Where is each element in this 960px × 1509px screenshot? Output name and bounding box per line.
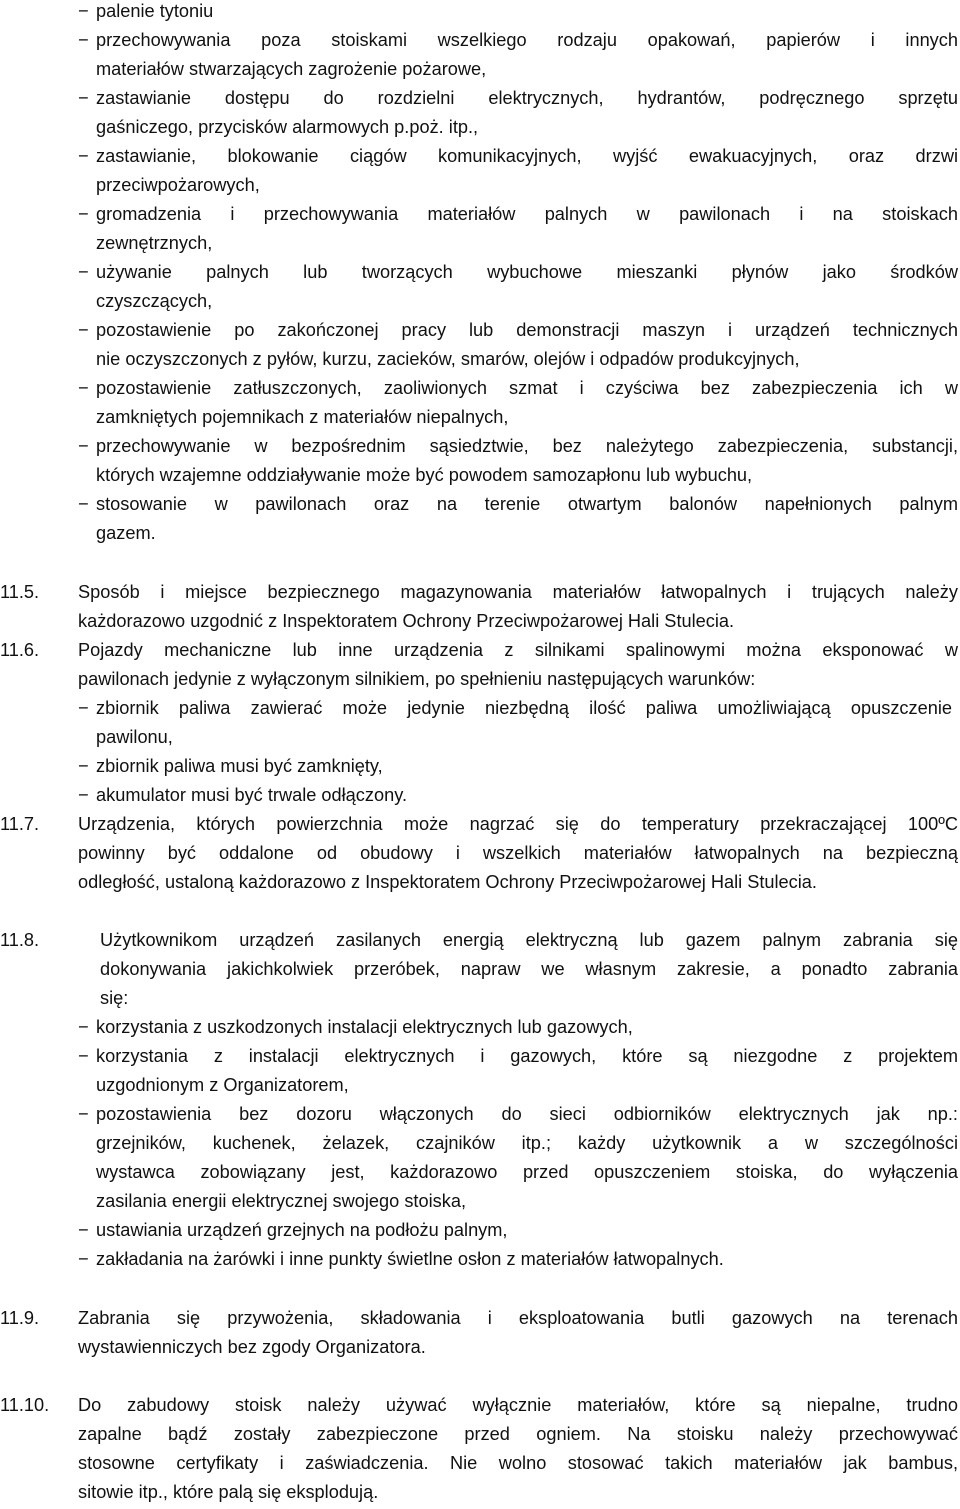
list-item-text: gaśniczego, przycisków alarmowych p.poż. itp., xyxy=(96,117,479,137)
list-item-text: zbiornik paliwa musi być zamknięty, xyxy=(96,756,383,776)
list-item-text: stosowanie w pawilonach oraz na terenie otwartym balonów napełnionych palnym xyxy=(96,494,958,514)
list-item xyxy=(0,374,960,403)
paragraph-line: Urządzenia, których powierzchnia może nagrzać się do temperatury przekraczającej 100ºC xyxy=(78,814,958,834)
paragraph-line: wystawienniczych bez zgody Organizatora. xyxy=(78,1337,426,1357)
dash-bullet: − xyxy=(78,1017,89,1037)
paragraph-line: zapalne bądź zostały zabezpieczone przed ogniem. Na stoisku należy przechowywać xyxy=(78,1424,958,1444)
dash-bullet: − xyxy=(78,698,89,718)
list-item xyxy=(0,316,960,345)
list-item-text: przechowywania poza stoiskami wszelkiego rodzaju opakowań, papierów i innych xyxy=(96,30,958,50)
list-item-text: zastawianie dostępu do rozdzielni elektrycznych, hydrantów, podręcznego sprzętu xyxy=(96,88,958,108)
list-item-text: gromadzenia i przechowywania materiałów palnych w pawilonach i na stoiskach xyxy=(96,204,958,224)
dash-bullet: − xyxy=(78,1046,89,1066)
list-item xyxy=(0,694,960,723)
list-item-text: grzejników, kuchenek, żelazek, czajników itp.; każdy użytkownik a w szczególności xyxy=(96,1133,958,1153)
paragraph-line: stosowne certyfikaty i zaświadczenia. Nie wolno stosować takich materiałów jak bambus, xyxy=(78,1453,958,1473)
list-item xyxy=(0,200,960,229)
list-item-text: zbiornik paliwa zawierać może jedynie niezbędną ilość paliwa umożliwiającą opuszczenie xyxy=(96,698,952,718)
list-item xyxy=(0,0,960,26)
dash-bullet: − xyxy=(78,436,89,456)
section-number: 11.10. xyxy=(0,1395,50,1415)
list-item xyxy=(0,432,960,461)
paragraph-line: każdorazowo uzgodnić z Inspektoratem Ochrony Przeciwpożarowej Hali Stulecia. xyxy=(78,611,735,631)
list-item xyxy=(0,142,960,171)
dash-bullet: − xyxy=(78,146,89,166)
paragraph-line: Pojazdy mechaniczne lub inne urządzenia z silnikami spalinowymi można eksponować w xyxy=(78,640,958,660)
dash-bullet: − xyxy=(78,262,89,282)
list-item xyxy=(0,26,960,55)
list-item-text: zewnętrznych, xyxy=(96,233,213,253)
dash-bullet: − xyxy=(78,88,89,108)
paragraph-line: odległość, ustaloną każdorazowo z Inspektoratem Ochrony Przeciwpożarowej Hali Stulecia. xyxy=(78,872,817,892)
list-item-text: pozostawienie po zakończonej pracy lub demonstracji maszyn i urządzeń technicznych xyxy=(96,320,958,340)
dash-bullet: − xyxy=(78,756,89,776)
dash-bullet: − xyxy=(78,1104,89,1124)
list-item-text: przechowywanie w bezpośrednim sąsiedztwie, bez należytego zabezpieczenia, substancji, xyxy=(96,436,958,456)
dash-bullet: − xyxy=(78,1220,89,1240)
dash-bullet: − xyxy=(78,204,89,224)
paragraph-line: się: xyxy=(100,988,129,1008)
list-item-text: zasilania energii elektrycznej swojego stoiska, xyxy=(96,1191,466,1211)
list-item-text: pozostawienie zatłuszczonych, zaoliwionych szmat i czyściwa bez zabezpieczenia ich w xyxy=(96,378,958,398)
list-item xyxy=(0,1013,960,1042)
dash-bullet: − xyxy=(78,30,89,50)
list-item-text: korzystania z instalacji elektrycznych i gazowych, które są niezgodne z projektem xyxy=(96,1046,958,1066)
dash-bullet: − xyxy=(78,494,89,514)
list-item xyxy=(0,1042,960,1071)
list-item xyxy=(0,490,960,519)
paragraph-line: Do zabudowy stoisk należy używać wyłącznie materiałów, które są niepalne, trudno xyxy=(78,1395,958,1415)
section-number: 11.7. xyxy=(0,814,40,834)
list-item-text: których wzajemne oddziaływanie może być powodem samozapłonu lub wybuchu, xyxy=(96,465,753,485)
list-item-text: pozostawienia bez dozoru włączonych do sieci odbiorników elektrycznych jak np.: xyxy=(96,1104,958,1124)
list-item xyxy=(0,752,960,781)
paragraph-line: Zabrania się przywożenia, składowania i eksploatowania butli gazowych na terenach xyxy=(78,1308,958,1328)
list-item-text: pawilonu, xyxy=(96,727,173,747)
dash-bullet: − xyxy=(78,378,89,398)
paragraph-line: pawilonach jedynie z wyłączonym silnikiem, po spełnieniu następujących warunków: xyxy=(78,669,756,689)
list-item-text: gazem. xyxy=(96,523,156,543)
list-item-text: materiałów stwarzających zagrożenie pożarowe, xyxy=(96,59,487,79)
list-item-text: zakładania na żarówki i inne punkty świetlne osłon z materiałów łatwopalnych. xyxy=(96,1249,724,1269)
list-item-text: palenie tytoniu xyxy=(96,1,214,21)
list-item-text: wystawca zobowiązany jest, każdorazowo przed opuszczeniem stoiska, do wyłączenia xyxy=(96,1162,958,1182)
list-item-text: zamkniętych pojemnikach z materiałów niepalnych, xyxy=(96,407,509,427)
paragraph-line: sitowie itp., które palą się eksplodują. xyxy=(78,1482,379,1502)
dash-bullet: − xyxy=(78,320,89,340)
list-item xyxy=(0,84,960,113)
list-item-text: czyszczących, xyxy=(96,291,213,311)
list-item xyxy=(0,1216,960,1245)
paragraph-line: dokonywania jakichkolwiek przeróbek, napraw we własnym zakresie, a ponadto zabrania xyxy=(100,959,958,979)
section-number: 11.9. xyxy=(0,1308,40,1328)
dash-bullet: − xyxy=(78,1249,89,1269)
list-item-text: zastawianie, blokowanie ciągów komunikacyjnych, wyjść ewakuacyjnych, oraz drzwi xyxy=(96,146,958,166)
dash-bullet: − xyxy=(78,785,89,805)
list-item xyxy=(0,1245,960,1274)
paragraph-line: Sposób i miejsce bezpiecznego magazynowania materiałów łatwopalnych i trujących należy xyxy=(78,582,958,602)
dash-bullet: − xyxy=(78,1,89,21)
list-item-text: nie oczyszczonych z pyłów, kurzu, zacieków, smarów, olejów i odpadów produkcyjnych, xyxy=(96,349,800,369)
list-item xyxy=(0,1100,960,1129)
section-number: 11.5. xyxy=(0,582,40,602)
paragraph-line: Użytkownikom urządzeń zasilanych energią elektryczną lub gazem palnym zabrania się xyxy=(100,930,958,950)
list-item-text: przeciwpożarowych, xyxy=(96,175,260,195)
list-item-text: używanie palnych lub tworzących wybuchowe mieszanki płynów jako środków xyxy=(96,262,958,282)
section-number: 11.6. xyxy=(0,640,40,660)
paragraph-line: powinny być oddalone od obudowy i wszelkich materiałów łatwopalnych na bezpieczną xyxy=(78,843,958,863)
list-item-text: akumulator musi być trwale odłączony. xyxy=(96,785,407,805)
list-item-text: uzgodnionym z Organizatorem, xyxy=(96,1075,349,1095)
section-number: 11.8. xyxy=(0,930,40,950)
list-item xyxy=(0,258,960,287)
list-item xyxy=(0,781,960,810)
list-item-text: korzystania z uszkodzonych instalacji elektrycznych lub gazowych, xyxy=(96,1017,633,1037)
list-item-text: ustawiania urządzeń grzejnych na podłożu palnym, xyxy=(96,1220,508,1240)
